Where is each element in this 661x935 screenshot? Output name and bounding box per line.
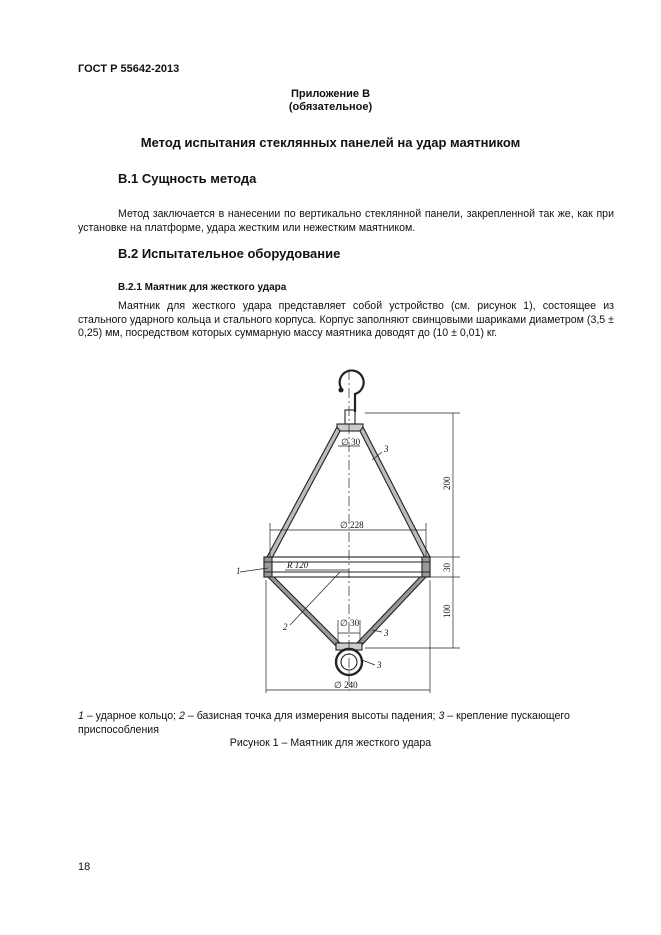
hook-shank [345, 410, 355, 424]
top-hook [340, 370, 364, 412]
appendix-status: (обязательное) [288, 101, 373, 113]
section-1-text: Метод заключается в нанесении по вертикально стеклянной панели, закрепленной так же, как при установке на платформе, удара жестким или нежестким маятником. [78, 208, 614, 234]
legend-text-1: – ударное кольцо; [83, 710, 180, 722]
lower-cone-left [268, 577, 341, 648]
dim-h100: 100 [442, 604, 452, 618]
page-title: Метод испытания стеклянных панелей на удар маятником [140, 135, 521, 150]
section-2-1-text: Маятник для жесткого удара представляет собой устройство (см. рисунок 1), состоящее из стального ударного кольца и стального корпуса. Корпус заполняют свинцовыми шариками диаметром (3,5 ± 0,25) мм, посредством которых суммарную массу маятника доводят до (10 ± 0,01) кг. [78, 300, 614, 339]
upper-cone-left [267, 427, 340, 558]
section-2-1-heading: В.2.1 Маятник для жесткого удара [118, 282, 287, 293]
hook-end [339, 388, 343, 392]
callout-3-eye: 3 [377, 660, 382, 670]
lower-cone-right [356, 577, 426, 648]
upper-cone-right [360, 427, 430, 558]
legend-num-1: 1 [78, 710, 84, 722]
dim-h200: 200 [442, 476, 452, 490]
ring-left-section [264, 557, 272, 577]
top-collar [337, 424, 363, 431]
dim-r120: R 120 [287, 560, 309, 570]
figure-caption: Рисунок 1 – Маятник для жесткого удара [229, 737, 432, 749]
legend-num-2: 2 [179, 710, 185, 722]
dim-d228: ∅ 228 [340, 520, 364, 530]
standard-number: ГОСТ Р 55642-2013 [78, 63, 180, 75]
callout-3-top: 3 [384, 444, 389, 454]
callout-2: 2 [283, 622, 288, 632]
legend-text-2: – базисная точка для измерения высоты падения; [184, 710, 439, 722]
legend-num-3: 3 [438, 710, 445, 722]
section-2-heading: В.2 Испытательное оборудование [118, 246, 341, 261]
appendix-title: Приложение В [290, 88, 371, 100]
callout-1: 1 [236, 566, 241, 576]
section-1-heading: В.1 Сущность метода [118, 171, 257, 186]
dim-d30-top: ∅ 30 [341, 437, 361, 447]
page-number: 18 [78, 861, 91, 873]
dim-d30-bottom: ∅ 30 [340, 618, 360, 628]
figure-legend [78, 710, 614, 737]
dim-d240: ∅ 240 [334, 680, 358, 690]
legend-text-3: – крепление пускающего приспособления [78, 710, 570, 736]
callout-3-bottom: 3 [384, 628, 389, 638]
dim-h30: 30 [442, 563, 452, 572]
ring-right-section [422, 557, 430, 577]
